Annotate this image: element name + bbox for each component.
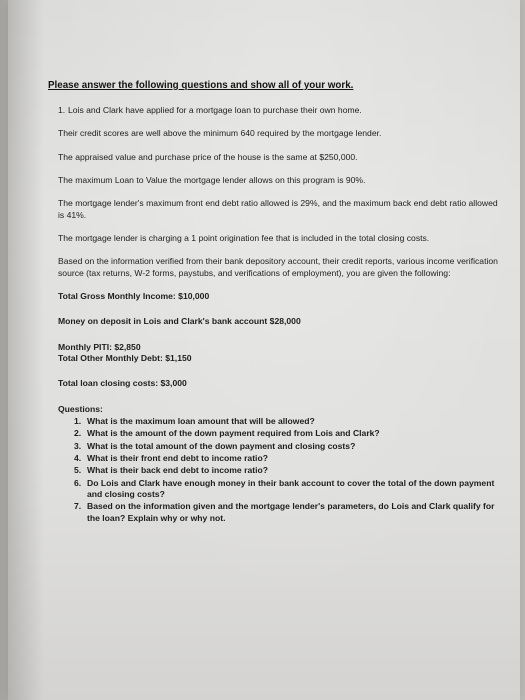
question-item: [74, 416, 503, 427]
verification-paragraph: Based on the information verified from their bank depository account, their credit reports, various income verification source (tax returns, W-2 forms, paystubs, and verifications of employment), you are given the following:: [58, 256, 498, 278]
paper-sheet: [8, 0, 520, 700]
question-text: What is the amount of the down payment required from Lois and Clark?: [87, 428, 380, 439]
bank-deposit-line: Money on deposit in Lois and Clark's bank account $28,000: [58, 316, 301, 327]
question-number: 7.: [74, 501, 82, 512]
credit-score-paragraph: Their credit scores are well above the minimum 640 required by the mortgage lender.: [58, 128, 382, 139]
other-debt-line: Total Other Monthly Debt: $1,150: [58, 353, 192, 364]
questions-title: Questions:: [58, 403, 103, 414]
question-text: What is the maximum loan amount that will be allowed?: [87, 416, 315, 427]
question-number: 4.: [74, 453, 82, 464]
question-item: [74, 501, 503, 524]
question-item: [74, 453, 503, 464]
question-text: What is their back end debt to income ratio?: [87, 465, 268, 476]
question-text: Do Lois and Clark have enough money in their bank account to cover the total of the down payment and closing costs?: [87, 477, 495, 500]
given-values: [48, 291, 503, 404]
piti-line: Monthly PITI: $2,850: [58, 341, 141, 352]
ltv-paragraph: The maximum Loan to Value the mortgage lender allows on this program is 90%.: [58, 174, 366, 185]
questions-list: [48, 416, 503, 524]
origination-fee-paragraph: The mortgage lender is charging a 1 point origination fee that is included in the total closing costs.: [58, 232, 430, 243]
item-number: 1.: [58, 104, 66, 115]
closing-costs-line: Total loan closing costs: $3,000: [58, 378, 187, 389]
question-item: [74, 428, 503, 439]
question-item: [74, 465, 503, 476]
document-content: [48, 80, 503, 525]
question-number: 6.: [74, 477, 82, 488]
item-text: Lois and Clark have applied for a mortgage loan to purchase their own home.: [68, 104, 362, 115]
question-number: 2.: [74, 428, 82, 439]
question-text: Based on the information given and the mortgage lender's parameters, do Lois and Clark qualify for the loan? Explain why or why not.: [87, 501, 495, 523]
debt-ratio-paragraph: The mortgage lender's maximum front end debt ratio allowed is 29%, and the maximum back end debt ratio allowed is 41%.: [58, 198, 498, 220]
instructions-heading: Please answer the following questions and show all of your work.: [48, 80, 354, 91]
appraised-value-paragraph: The appraised value and purchase price of the house is the same at $250,000.: [58, 151, 358, 162]
question-number: 1.: [74, 416, 82, 427]
question-text: What is their front end debt to income ratio?: [87, 453, 268, 464]
problem-item: [48, 105, 503, 116]
question-number: 3.: [74, 440, 82, 451]
question-item: [74, 478, 503, 501]
question-number: 5.: [74, 465, 82, 476]
question-text: What is the total amount of the down payment and closing costs?: [87, 440, 356, 451]
question-item: [74, 441, 503, 452]
gross-income-line: Total Gross Monthly Income: $10,000: [58, 291, 210, 302]
